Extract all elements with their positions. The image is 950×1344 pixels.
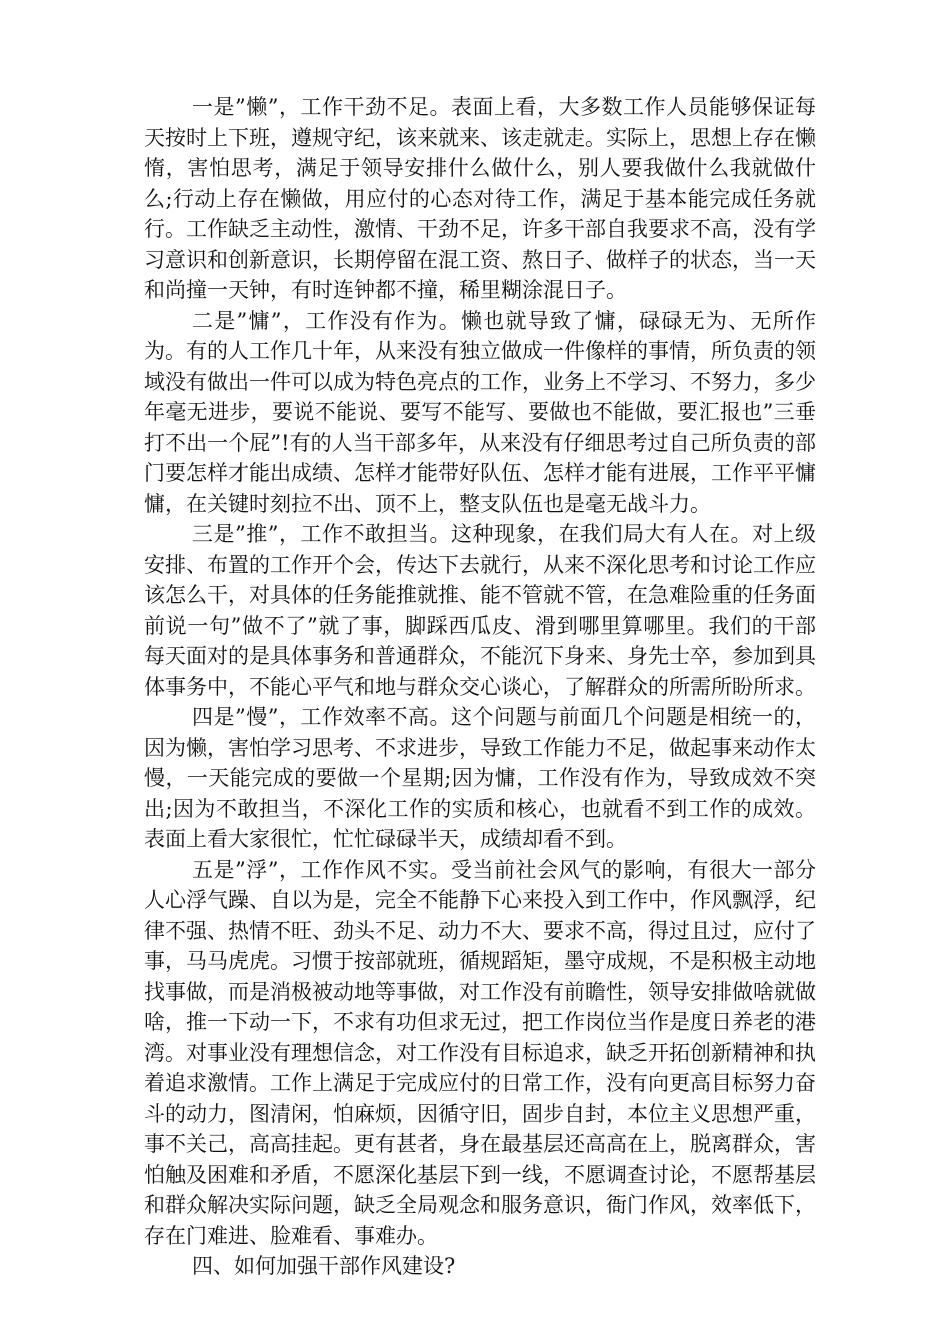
paragraph-lazy: 一是”懒”，工作干劲不足。表面上看，大多数工作人员能够保证每天按时上下班，遵规守纪，该来就来、该走就走。实际上，思想上存在懒惰，害怕思考，满足于领导安排什么做什么，别人要我做什么我就做什么;行动上存在懒做，用应付的心态对待工作，满足于基本能完成任务就行。工作缺乏主动性，激情、干劲不足，许多干部自我要求不高，没有学习意识和创新意识，长期停留在混工资、熬日子、做样子的状态，当一天和尚撞一天钟，有时连钟都不撞，稀里糊涂混日子。 xyxy=(144,95,816,302)
paragraph-shirk: 三是”推”，工作不敢担当。这种现象，在我们局大有人在。对上级安排、布置的工作开个会，传达下去就行，从来不深化思考和讨论工作应该怎么干，对具体的任务能推就推、能不管就不管，在急难险重的任务面前说一句”做不了”就了事，脚踩西瓜皮、滑到哪里算哪里。我们的干部每天面对的是具体事务和普通群众，不能沉下身来、身先士卒，参加到具体事务中，不能心平气和地与群众交心谈心，了解群众的所需所盼所求。 xyxy=(144,522,816,699)
paragraph-slow: 四是”慢”，工作效率不高。这个问题与前面几个问题是相统一的，因为懒，害怕学习思考、不求进步，导致工作能力不足，做起事来动作太慢，一天能完成的要做一个星期;因为慵，工作没有作为，导致成效不突出;因为不敢担当，不深化工作的实质和核心，也就看不到工作的成效。表面上看大家很忙，忙忙碌碌半天，成绩却看不到。 xyxy=(144,705,816,851)
document-page xyxy=(144,92,816,1282)
paragraph-mediocre: 二是”慵”，工作没有作为。懒也就导致了慵，碌碌无为、无所作为。有的人工作几十年，从来没有独立做成一件像样的事情，所负责的领域没有做出一件可以成为特色亮点的工作，业务上不学习、不努力，多少年毫无进步，要说不能说、要写不能写、要做也不能做，要汇报也”三垂打不出一个屁”!有的人当干部多年，从来没有仔细思考过自己所负责的部门要怎样才能出成绩、怎样才能带好队伍、怎样才能有进展，工作平平慵慵，在关键时刻拉不出、顶不上，整支队伍也是毫无战斗力。 xyxy=(144,308,816,516)
section-heading: 四、如何加强干部作风建设? xyxy=(192,1254,456,1278)
paragraph-superficial: 五是”浮”，工作作风不实。受当前社会风气的影响，有很大一部分人心浮气躁、自以为是，完全不能静下心来投入到工作中，作风飘浮，纪律不强、热情不旺、劲头不足、动力不大、要求不高，得过且过，应付了事，马马虎虎。习惯于按部就班，循规蹈矩，墨守成规，不是积极主动地找事做，而是消极被动地等事做，对工作没有前瞻性，领导安排做啥就做啥，推一下动一下，不求有功但求无过，把工作岗位当作是度日养老的港湾。对事业没有理想信念，对工作没有目标追求，缺乏开拓创新精神和执着追求激情。工作上满足于完成应付的日常工作，没有向更高目标努力奋斗的动力，图清闲，怕麻烦，因循守旧，固步自封，本位主义思想严重，事不关己，高高挂起。更有甚者，身在最基层还高高在上，脱离群众，害怕触及困难和矛盾，不愿深化基层下到一线，不愿调查讨论，不愿帮基层和群众解决实际问题，缺乏全局观念和服务意识，衙门作风，效率低下，存在门难进、脸难看、事难办。 xyxy=(144,857,816,1248)
